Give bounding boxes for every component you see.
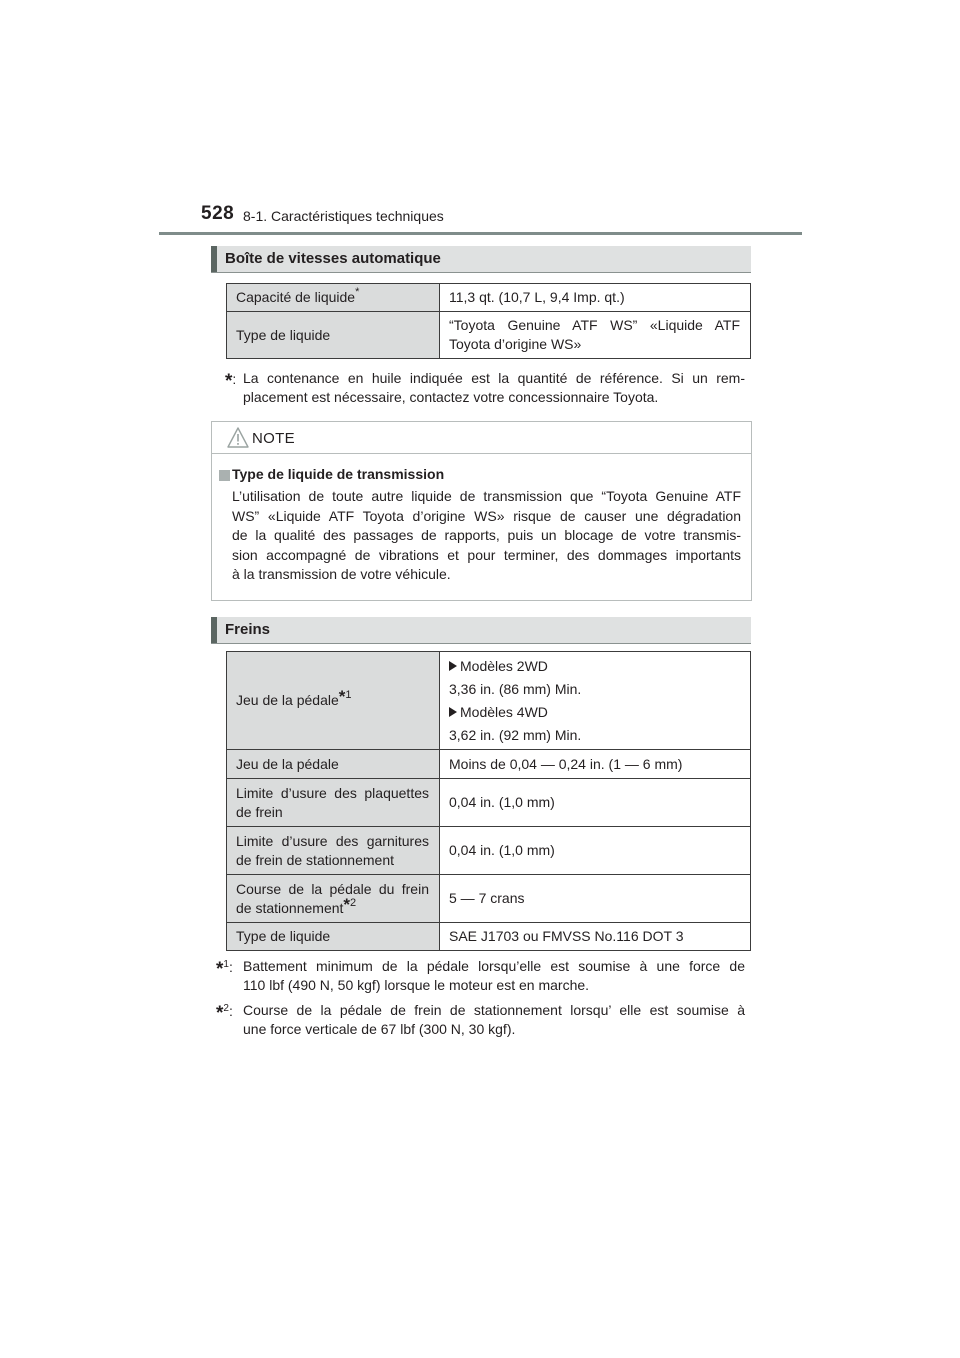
- label-line: de frein: [236, 803, 283, 820]
- section-heading-title: Freins: [225, 621, 271, 638]
- footnote-marker: *: [338, 687, 346, 706]
- note-title: NOTE: [252, 430, 295, 447]
- note-subtitle: Type de liquide de transmission: [232, 466, 445, 482]
- label-text: Jeu de la pédale: [236, 692, 339, 708]
- note-text: [232, 487, 741, 585]
- section-heading-bar: [211, 617, 217, 643]
- footnote-line: Battement minimum de la pédale lorsqu’elle est soumise à une force de: [243, 958, 745, 974]
- value-line: Modèles 2WD: [449, 655, 740, 678]
- label-line: Limite d’usure des plaquettes: [236, 784, 429, 801]
- value-line: “Toyota Genuine ATF WS” «Liquide ATF: [449, 317, 740, 333]
- footnote-line: une force verticale de 67 lbf (300 N, 30 kgf).: [243, 1021, 516, 1037]
- note-box: [211, 421, 752, 601]
- table-value-cell: SAE J1703 ou FMVSS No.116 DOT 3: [440, 923, 751, 951]
- footnote-mark: *$^1$:: [216, 959, 233, 980]
- table-value-cell: 5 — 7 crans: [440, 875, 751, 923]
- note-line: sion accompagné de vibrations et pour terminer, des dommages importants: [232, 546, 741, 563]
- note-line: L’utilisation de toute autre liquide de transmission que “Toyota Genuine ATF: [232, 488, 741, 504]
- value-line: Toyota d’origine WS»: [449, 336, 582, 352]
- transmission-spec-table: [226, 283, 751, 359]
- table-row: [227, 827, 751, 875]
- warning-icon: [227, 427, 249, 448]
- page-number: 528: [201, 203, 235, 224]
- value-line: 3,62 in. (92 mm) Min.: [449, 726, 582, 743]
- table-row: [227, 875, 751, 923]
- table-label-cell: [227, 652, 440, 750]
- table-row: [227, 652, 751, 750]
- value-line: 3,36 in. (86 mm) Min.: [449, 680, 582, 697]
- footnote-2: [216, 1001, 745, 1039]
- table-value-cell: [440, 312, 751, 359]
- footnote-marker-number: 2: [350, 896, 357, 909]
- brakes-spec-table: [226, 651, 751, 951]
- footnote-line: Course de la pédale de frein de stationnement lorsqu’ elle est soumise à: [243, 1002, 745, 1018]
- table-label-cell: [227, 827, 440, 875]
- label-line: Limite d’usure des garnitures: [236, 832, 429, 849]
- footnote-line: placement est nécessaire, contactez votre concessionnaire Toyota.: [243, 389, 659, 405]
- note-title-bar: [212, 422, 751, 454]
- section-heading-title: Boîte de vitesses automatique: [225, 250, 441, 267]
- section-heading-brakes: [211, 617, 751, 644]
- table-value-cell: Moins de 0,04 — 0,24 in. (1 — 6 mm): [440, 750, 751, 779]
- arrow-right-icon: [449, 661, 457, 671]
- note-line: de la qualité des passages de rapports, puis un blocage de votre transmis-: [232, 527, 741, 543]
- value-line: Modèles 4WD: [449, 701, 740, 724]
- section-heading-automatic-transmission: [211, 246, 751, 273]
- table-label-cell: Type de liquide: [227, 312, 440, 359]
- footnote-line: 110 lbf (490 N, 50 kgf) lorsque le moteur est en marche.: [243, 977, 590, 993]
- table-row: [227, 284, 751, 312]
- note-bullet-square: [219, 470, 230, 481]
- footnote-capacity: [225, 369, 745, 407]
- header-divider: [159, 232, 802, 235]
- table-value-cell: 11,3 qt. (10,7 L, 9,4 Imp. qt.): [440, 284, 751, 312]
- table-value-cell: 0,04 in. (1,0 mm): [440, 827, 751, 875]
- footnote-1: [216, 957, 745, 995]
- footnote-marker: *: [355, 286, 360, 298]
- table-row: [227, 923, 751, 951]
- table-label-cell: Type de liquide: [227, 923, 440, 951]
- table-value-cell: [440, 652, 751, 750]
- table-label-cell: [227, 875, 440, 923]
- footnote-mark: *$^2$:: [216, 1003, 233, 1024]
- table-label-cell: Jeu de la pédale: [227, 750, 440, 779]
- chapter-title: 8-1. Caractéristiques techniques: [243, 208, 444, 224]
- table-label-cell: [227, 779, 440, 827]
- footnote-line: La contenance en huile indiquée est la quantité de référence. Si un rem-: [243, 370, 745, 386]
- label-text: Capacité de liquide: [236, 289, 356, 305]
- label-line: de stationnement*$^2$: [236, 894, 357, 916]
- footnote-marker-number: 1: [345, 689, 352, 701]
- note-line: à la transmission de votre véhicule.: [232, 566, 451, 582]
- footnote-marker: *: [343, 894, 351, 914]
- section-heading-bar: [211, 246, 217, 272]
- table-label-cell: [227, 284, 440, 312]
- label-line: de frein de stationnement: [236, 851, 394, 868]
- label-line: Course de la pédale du frein: [236, 880, 429, 897]
- arrow-right-icon: [449, 707, 457, 717]
- footnote-mark: *:: [225, 371, 237, 392]
- table-value-cell: 0,04 in. (1,0 mm): [440, 779, 751, 827]
- table-row: [227, 750, 751, 779]
- note-line: WS” «Liquide ATF Toyota d’origine WS» risque de causer une dégradation: [232, 507, 741, 524]
- table-row: [227, 779, 751, 827]
- table-row: [227, 312, 751, 359]
